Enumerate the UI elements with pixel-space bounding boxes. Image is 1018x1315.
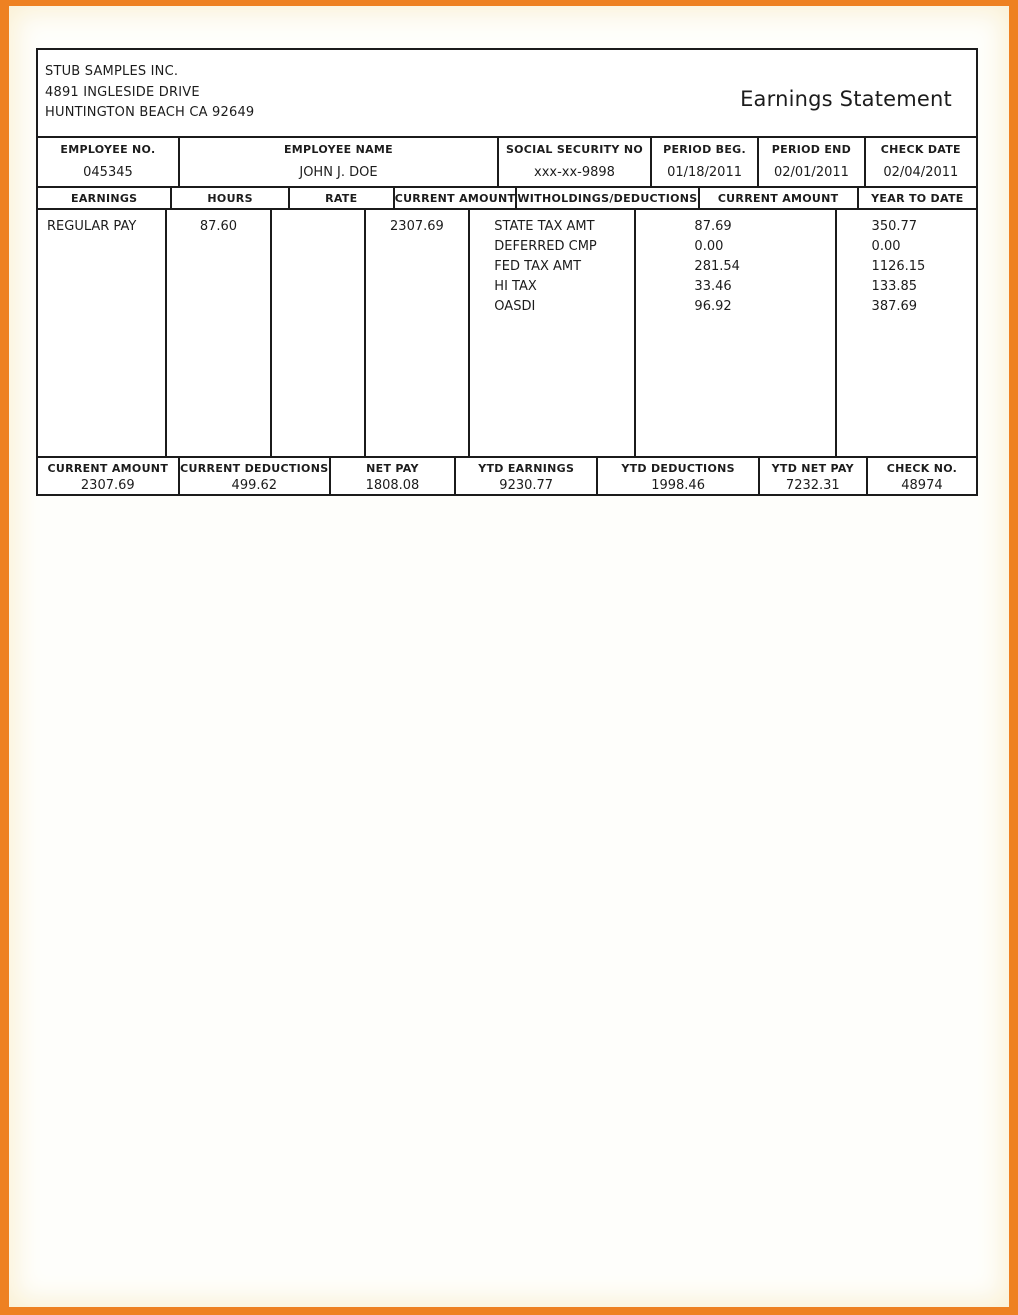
summary-current-deductions-label: CURRENT DEDUCTIONS	[180, 462, 329, 475]
earnings-description-column	[38, 210, 165, 456]
detail-body	[38, 208, 976, 456]
withholding-ytd: 350.77	[871, 219, 918, 234]
summary-current-amount-value: 2307.69	[80, 478, 135, 493]
company-address-line1: 4891 INGLESIDE DRIVE	[45, 84, 200, 100]
earnings-current-amount: 2307.69	[390, 219, 444, 234]
document-title: Earnings Statement	[740, 87, 952, 111]
employee-name-label: EMPLOYEE NAME	[283, 143, 393, 156]
summary-current-deductions-cell	[178, 458, 329, 494]
company-address-block	[38, 50, 254, 136]
social-security-value: xxx-xx-9898	[534, 165, 615, 180]
earnings-header: EARNINGS	[71, 191, 138, 205]
summary-net-pay-cell	[329, 458, 454, 494]
summary-check-no-value: 48974	[901, 478, 943, 493]
earnings-description: REGULAR PAY	[47, 219, 137, 234]
summary-ytd-deductions-label: YTD DEDUCTIONS	[621, 462, 735, 475]
check-date-label: CHECK DATE	[880, 143, 961, 156]
summary-current-amount-cell	[38, 458, 178, 494]
employee-no-cell	[38, 138, 178, 186]
summary-ytd-earnings-label: YTD EARNINGS	[478, 462, 575, 475]
witholdings-deductions-header: WITHOLDINGS/DEDUCTIONS	[515, 188, 697, 208]
rate-column	[270, 210, 364, 456]
summary-net-pay-value: 1808.08	[365, 478, 420, 493]
withholding-ytd-column	[835, 210, 976, 456]
earnings-statement-table	[36, 48, 978, 496]
withholding-name: STATE TAX AMT	[494, 219, 595, 234]
current-amount-header: CURRENT AMOUNT	[393, 188, 516, 208]
summary-check-no-label: CHECK NO.	[886, 462, 958, 475]
employee-info-row	[38, 136, 976, 186]
summary-net-pay-label: NET PAY	[366, 462, 419, 475]
withholding-ytd: 133.85	[871, 279, 918, 294]
withholding-current-column	[634, 210, 834, 456]
deductions-current-amount-header: CURRENT AMOUNT	[698, 188, 857, 208]
summary-row	[38, 456, 976, 494]
withholding-names-column	[468, 210, 634, 456]
withholding-current: 281.54	[694, 259, 740, 274]
social-security-cell	[497, 138, 650, 186]
period-beg-cell	[650, 138, 757, 186]
employee-name-cell	[178, 138, 497, 186]
period-end-label: PERIOD END	[771, 143, 852, 156]
withholding-ytd: 387.69	[871, 299, 918, 314]
withholding-current: 96.92	[694, 299, 732, 314]
withholding-name: OASDI	[494, 299, 536, 314]
hours-value: 87.60	[199, 219, 238, 234]
company-name: STUB SAMPLES INC.	[45, 64, 179, 79]
withholding-name: HI TAX	[494, 279, 537, 294]
summary-current-deductions-value: 499.62	[231, 478, 278, 493]
period-beg-value: 01/18/2011	[667, 165, 742, 180]
period-end-value: 02/01/2011	[773, 165, 849, 180]
check-date-cell	[864, 138, 976, 186]
summary-ytd-earnings-value: 9230.77	[499, 478, 554, 493]
employee-no-label: EMPLOYEE NO.	[60, 143, 156, 156]
company-address-line2: HUNTINGTON BEACH CA 92649	[45, 105, 255, 120]
company-header-section	[38, 50, 976, 136]
summary-check-no-cell	[866, 458, 976, 494]
detail-header-row	[38, 186, 976, 208]
period-beg-label: PERIOD BEG.	[663, 143, 746, 156]
withholding-current: 0.00	[694, 239, 724, 254]
employee-no-value: 045345	[83, 165, 133, 180]
paystub-page	[9, 6, 1009, 1307]
summary-ytd-net-pay-cell	[758, 458, 866, 494]
earnings-current-amount-column	[364, 210, 469, 456]
social-security-label: SOCIAL SECURITY NO	[505, 143, 643, 156]
withholding-name: DEFERRED CMP	[494, 239, 597, 254]
withholding-ytd: 0.00	[871, 239, 901, 254]
check-date-value: 02/04/2011	[883, 165, 959, 180]
withholding-name: FED TAX AMT	[494, 259, 582, 274]
summary-ytd-net-pay-label: YTD NET PAY	[771, 462, 854, 475]
withholding-current: 87.69	[694, 219, 732, 234]
summary-ytd-earnings-cell	[454, 458, 597, 494]
summary-ytd-deductions-cell	[596, 458, 757, 494]
period-end-cell	[757, 138, 863, 186]
rate-header: RATE	[288, 188, 393, 208]
withholding-current: 33.46	[694, 279, 732, 294]
hours-column	[165, 210, 270, 456]
employee-name-value: JOHN J. DOE	[299, 165, 378, 180]
summary-ytd-net-pay-value: 7232.31	[785, 478, 840, 493]
summary-current-amount-label: CURRENT AMOUNT	[47, 462, 169, 475]
hours-header: HOURS	[170, 188, 287, 208]
summary-ytd-deductions-value: 1998.46	[651, 478, 705, 493]
withholding-ytd: 1126.15	[871, 259, 926, 274]
year-to-date-header: YEAR TO DATE	[857, 188, 976, 208]
